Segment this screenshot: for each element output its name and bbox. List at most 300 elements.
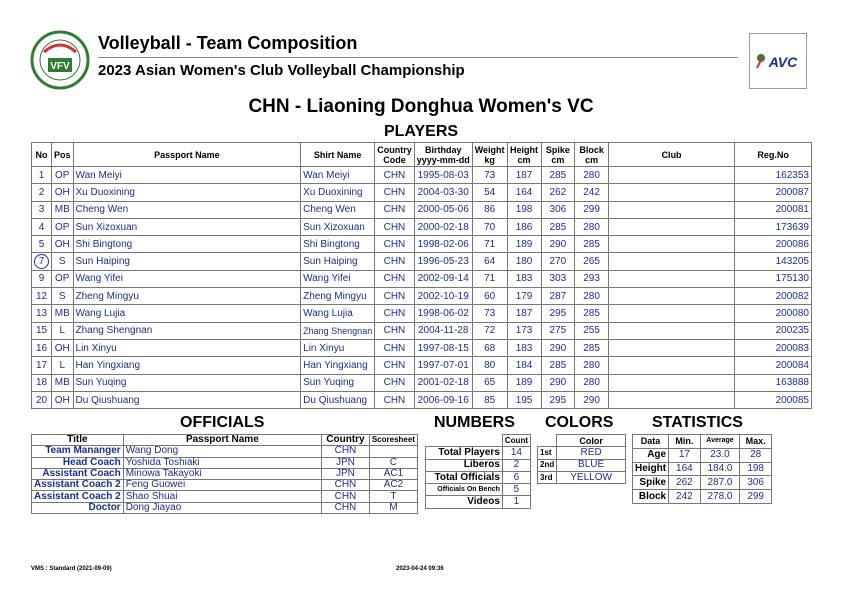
official-title: Assistant Coach (32, 468, 124, 479)
player-number: 1 (32, 167, 52, 184)
stat-average: 278.0 (700, 490, 740, 504)
player-country: CHN (375, 236, 415, 253)
header-birthday (414, 143, 472, 167)
player-number: 13 (32, 305, 52, 322)
player-club (608, 305, 734, 322)
player-passport-name: Xu Duoxining (73, 184, 301, 201)
player-spike: 287 (541, 288, 575, 305)
officials-header-passport: Passport Name (123, 435, 321, 446)
player-height: 189 (507, 236, 541, 253)
stat-average: 23.0 (700, 448, 740, 462)
player-birthday: 1995-08-03 (414, 167, 472, 184)
player-birthday: 1998-06-02 (414, 305, 472, 322)
players-title: PLAYERS (383, 123, 459, 140)
player-shirt-name: Sun Haiping (301, 253, 375, 270)
header-shirt-name: Shirt Name (301, 143, 375, 167)
official-scoresheet: T (369, 491, 417, 502)
color-row (538, 471, 626, 483)
player-row (32, 288, 812, 305)
official-scoresheet: M (369, 502, 417, 513)
numbers-header-count: Count (502, 435, 530, 447)
player-block: 280 (575, 218, 609, 235)
player-number: 5 (32, 236, 52, 253)
statistics-row (633, 448, 772, 462)
player-reg-no: 200086 (735, 236, 812, 253)
player-shirt-name: Xu Duoxining (301, 184, 375, 201)
player-row (32, 201, 812, 218)
official-country: CHN (322, 446, 370, 457)
color-value: BLUE (557, 459, 626, 471)
player-position: MB (52, 305, 74, 322)
player-spike: 295 (541, 305, 575, 322)
championship-subtitle: 2023 Asian Women's Club Volleyball Championship (98, 62, 465, 79)
player-reg-no: 200085 (735, 391, 812, 408)
player-position: MB (52, 374, 74, 391)
player-spike: 303 (541, 270, 575, 287)
header-reg-no: Reg.No (735, 143, 812, 167)
player-birthday: 2002-09-14 (414, 270, 472, 287)
official-row (32, 468, 418, 479)
official-row (32, 457, 418, 468)
player-row (32, 374, 812, 391)
player-spike: 290 (541, 236, 575, 253)
stats-header-max: Max. (740, 435, 772, 449)
statistics-row (633, 462, 772, 476)
player-weight: 70 (472, 218, 507, 235)
numbers-count: 14 (502, 447, 530, 459)
player-shirt-name: Wan Meiyi (301, 167, 375, 184)
stat-min: 242 (669, 490, 701, 504)
player-weight: 71 (472, 270, 507, 287)
player-spike: 285 (541, 218, 575, 235)
player-birthday: 2004-11-28 (414, 322, 472, 339)
stat-label: Height (633, 462, 669, 476)
player-shirt-name: Cheng Wen (301, 201, 375, 218)
player-height: 164 (507, 184, 541, 201)
player-country: CHN (375, 218, 415, 235)
stats-header-data: Data (633, 435, 669, 449)
player-number (32, 253, 52, 270)
official-title: Assistant Coach 2 (32, 480, 124, 491)
player-block: 290 (575, 391, 609, 408)
player-spike: 290 (541, 374, 575, 391)
colors-title: COLORS (545, 414, 614, 431)
numbers-label: Officials On Bench (426, 484, 503, 496)
numbers-table (425, 434, 531, 509)
player-number: 15 (32, 322, 52, 339)
header-club: Club (608, 143, 734, 167)
player-club (608, 218, 734, 235)
player-position: OP (52, 167, 74, 184)
player-reg-no: 163888 (735, 374, 812, 391)
color-order: 2nd (538, 459, 557, 471)
player-number: 18 (32, 374, 52, 391)
player-row (32, 236, 812, 253)
player-height: 173 (507, 322, 541, 339)
player-country: CHN (375, 339, 415, 356)
player-spike: 275 (541, 322, 575, 339)
player-reg-no: 173639 (735, 218, 812, 235)
official-row (32, 480, 418, 491)
header-block-line2: cm (585, 154, 599, 165)
player-position: S (52, 288, 74, 305)
player-number: 4 (32, 218, 52, 235)
numbers-row (426, 496, 531, 508)
player-row (32, 184, 812, 201)
player-spike: 295 (541, 391, 575, 408)
player-country: CHN (375, 322, 415, 339)
player-block: 299 (575, 201, 609, 218)
player-weight: 60 (472, 288, 507, 305)
player-reg-no: 200087 (735, 184, 812, 201)
player-weight: 65 (472, 374, 507, 391)
header-divider (98, 57, 738, 58)
player-country: CHN (375, 288, 415, 305)
player-reg-no: 200082 (735, 288, 812, 305)
header-block-line1: Block (579, 144, 604, 155)
player-reg-no: 200235 (735, 322, 812, 339)
header-birthday-line2: yyyy-mm-dd (416, 154, 470, 165)
player-country: CHN (375, 184, 415, 201)
player-number: 20 (32, 391, 52, 408)
player-block: 255 (575, 322, 609, 339)
header-weight (472, 143, 507, 167)
official-country: CHN (322, 480, 370, 491)
player-spike: 285 (541, 167, 575, 184)
player-shirt-name: Shi Bingtong (301, 236, 375, 253)
stat-max: 306 (740, 476, 772, 490)
player-weight: 71 (472, 236, 507, 253)
player-number: 2 (32, 184, 52, 201)
footer-version: VMS : Standard (2021-09-09) (31, 566, 112, 572)
player-passport-name: Wang Lujia (73, 305, 301, 322)
player-height: 186 (507, 218, 541, 235)
player-block: 293 (575, 270, 609, 287)
player-club (608, 201, 734, 218)
header-height-line1: Height (510, 144, 539, 155)
stat-min: 262 (669, 476, 701, 490)
stats-header-min: Min. (669, 435, 701, 449)
player-birthday: 2004-03-30 (414, 184, 472, 201)
player-club (608, 374, 734, 391)
header-spike-line1: Spike (545, 144, 570, 155)
color-order: 1st (538, 447, 557, 459)
numbers-row (426, 471, 531, 483)
player-block: 280 (575, 288, 609, 305)
numbers-count: 5 (502, 484, 530, 496)
player-club (608, 322, 734, 339)
player-position: OH (52, 339, 74, 356)
player-country: CHN (375, 305, 415, 322)
header-spike (541, 143, 575, 167)
color-order: 3rd (538, 471, 557, 483)
color-row (538, 447, 626, 459)
player-position: S (52, 253, 74, 270)
player-position: OP (52, 270, 74, 287)
players-table (31, 142, 812, 409)
player-block: 285 (575, 339, 609, 356)
player-row (32, 391, 812, 408)
player-spike: 262 (541, 184, 575, 201)
stat-average: 287.0 (700, 476, 740, 490)
player-passport-name: Wang Yifei (73, 270, 301, 287)
official-country: CHN (322, 502, 370, 513)
official-country: JPN (322, 457, 370, 468)
stat-label: Age (633, 448, 669, 462)
player-position: OP (52, 218, 74, 235)
vfv-logo-icon (30, 30, 90, 90)
player-height: 187 (507, 305, 541, 322)
player-shirt-name: Han Yingxiang (301, 357, 375, 374)
official-title: Team Mananger (32, 446, 124, 457)
numbers-label: Videos (426, 496, 503, 508)
color-row (538, 459, 626, 471)
player-country: CHN (375, 201, 415, 218)
player-shirt-name: Zhang Shengnan (301, 322, 375, 339)
player-birthday: 2002-10-19 (414, 288, 472, 305)
officials-header-scoresheet: Scoresheet (369, 435, 417, 446)
player-reg-no: 175130 (735, 270, 812, 287)
player-number: 12 (32, 288, 52, 305)
header-pos: Pos (52, 143, 74, 167)
player-shirt-name: Sun Yuqing (301, 374, 375, 391)
player-reg-no: 143205 (735, 253, 812, 270)
player-birthday: 2000-02-18 (414, 218, 472, 235)
player-block: 280 (575, 374, 609, 391)
header-weight-line2: kg (484, 154, 495, 165)
player-club (608, 253, 734, 270)
player-passport-name: Lin Xinyu (73, 339, 301, 356)
player-club (608, 270, 734, 287)
player-position: MB (52, 201, 74, 218)
player-height: 187 (507, 167, 541, 184)
colors-header-row (538, 435, 626, 447)
player-spike: 306 (541, 201, 575, 218)
header-country-line2: Code (383, 154, 406, 165)
official-passport-name: Feng Guowei (123, 480, 321, 491)
official-scoresheet: AC1 (369, 468, 417, 479)
player-shirt-name: Wang Lujia (301, 305, 375, 322)
header-country-line1: Country (377, 144, 412, 155)
player-birthday: 1997-07-01 (414, 357, 472, 374)
color-value: RED (557, 447, 626, 459)
official-title: Doctor (32, 502, 124, 513)
color-value: YELLOW (557, 471, 626, 483)
player-birthday: 1998-02-06 (414, 236, 472, 253)
official-scoresheet: AC2 (369, 480, 417, 491)
numbers-row (426, 459, 531, 471)
player-weight: 86 (472, 201, 507, 218)
official-row (32, 491, 418, 502)
stat-min: 164 (669, 462, 701, 476)
player-number: 16 (32, 339, 52, 356)
header-passport-name: Passport Name (73, 143, 301, 167)
player-position: OH (52, 391, 74, 408)
official-country: CHN (322, 491, 370, 502)
player-row (32, 270, 812, 287)
player-weight: 72 (472, 322, 507, 339)
statistics-table (632, 434, 772, 504)
statistics-title: STATISTICS (652, 414, 743, 431)
player-passport-name: Zheng Mingyu (73, 288, 301, 305)
official-passport-name: Yoshida Toshiaki (123, 457, 321, 468)
player-reg-no: 162353 (735, 167, 812, 184)
player-height: 183 (507, 339, 541, 356)
numbers-count: 2 (502, 459, 530, 471)
numbers-count: 1 (502, 496, 530, 508)
players-header-row (32, 143, 812, 167)
player-club (608, 339, 734, 356)
player-country: CHN (375, 357, 415, 374)
player-birthday: 1996-05-23 (414, 253, 472, 270)
svg-text:AVC: AVC (768, 54, 798, 70)
officials-header-title: Title (32, 435, 124, 446)
official-passport-name: Wang Dong (123, 446, 321, 457)
player-birthday: 2000-05-06 (414, 201, 472, 218)
document-title: Volleyball - Team Composition (98, 33, 358, 53)
player-height: 195 (507, 391, 541, 408)
player-country: CHN (375, 391, 415, 408)
official-title: Assistant Coach 2 (32, 491, 124, 502)
officials-header-country: Country (322, 435, 370, 446)
header-height (507, 143, 541, 167)
player-row (32, 253, 812, 270)
stats-header-average: Average (700, 435, 740, 449)
officials-table (31, 434, 418, 514)
numbers-label: Total Players (426, 447, 503, 459)
player-birthday: 2006-09-16 (414, 391, 472, 408)
player-height: 198 (507, 201, 541, 218)
statistics-header-row (633, 435, 772, 449)
numbers-label: Total Officials (426, 471, 503, 483)
player-block: 285 (575, 236, 609, 253)
numbers-row (426, 447, 531, 459)
captain-number-circle: 7 (34, 254, 49, 269)
player-weight: 85 (472, 391, 507, 408)
colors-header-empty (538, 435, 557, 447)
player-reg-no: 200081 (735, 201, 812, 218)
header-block (575, 143, 609, 167)
player-shirt-name: Sun Xizoxuan (301, 218, 375, 235)
player-height: 189 (507, 374, 541, 391)
player-block: 280 (575, 167, 609, 184)
team-name: CHN - Liaoning Donghua Women's VC (248, 96, 594, 117)
player-shirt-name: Wang Yifei (301, 270, 375, 287)
official-scoresheet (369, 446, 417, 457)
player-club (608, 391, 734, 408)
player-spike: 285 (541, 357, 575, 374)
player-row (32, 305, 812, 322)
player-club (608, 184, 734, 201)
player-number: 3 (32, 201, 52, 218)
player-weight: 80 (472, 357, 507, 374)
player-passport-name: Du Qiushuang (73, 391, 301, 408)
player-number: 9 (32, 270, 52, 287)
player-passport-name: Han Yingxiang (73, 357, 301, 374)
player-height: 180 (507, 253, 541, 270)
player-spike: 290 (541, 339, 575, 356)
player-country: CHN (375, 253, 415, 270)
player-spike: 270 (541, 253, 575, 270)
avc-logo (749, 33, 807, 89)
stat-min: 17 (669, 448, 701, 462)
header-birthday-line1: Birthday (424, 144, 462, 155)
player-block: 265 (575, 253, 609, 270)
colors-header-color: Color (557, 435, 626, 447)
header-height-line2: cm (517, 154, 531, 165)
header-no: No (32, 143, 52, 167)
player-position: OH (52, 184, 74, 201)
stat-label: Spike (633, 476, 669, 490)
official-title: Head Coach (32, 457, 124, 468)
officials-header-row (32, 435, 418, 446)
player-passport-name: Sun Haiping (73, 253, 301, 270)
avc-logo-icon (753, 46, 803, 76)
player-passport-name: Sun Xizoxuan (73, 218, 301, 235)
statistics-row (633, 490, 772, 504)
player-reg-no: 200084 (735, 357, 812, 374)
player-block: 285 (575, 305, 609, 322)
player-club (608, 288, 734, 305)
player-weight: 68 (472, 339, 507, 356)
footer-timestamp: 2023-04-24 09:36 (396, 566, 444, 572)
numbers-header-row (426, 435, 531, 447)
officials-title: OFFICIALS (180, 414, 265, 431)
player-height: 179 (507, 288, 541, 305)
player-position: OH (52, 236, 74, 253)
player-country: CHN (375, 374, 415, 391)
player-weight: 54 (472, 184, 507, 201)
player-weight: 73 (472, 305, 507, 322)
statistics-row (633, 476, 772, 490)
player-block: 280 (575, 357, 609, 374)
player-club (608, 357, 734, 374)
player-birthday: 1997-08-15 (414, 339, 472, 356)
player-passport-name: Shi Bingtong (73, 236, 301, 253)
player-position: L (52, 357, 74, 374)
player-country: CHN (375, 167, 415, 184)
vfv-logo (30, 30, 90, 90)
official-passport-name: Minowa Takayoki (123, 468, 321, 479)
official-passport-name: Dong Jiayao (123, 502, 321, 513)
stat-max: 198 (740, 462, 772, 476)
player-passport-name: Wan Meiyi (73, 167, 301, 184)
player-passport-name: Cheng Wen (73, 201, 301, 218)
player-position: L (52, 322, 74, 339)
player-passport-name: Sun Yuqing (73, 374, 301, 391)
player-height: 184 (507, 357, 541, 374)
player-weight: 73 (472, 167, 507, 184)
stat-max: 28 (740, 448, 772, 462)
numbers-label: Liberos (426, 459, 503, 471)
player-club (608, 236, 734, 253)
numbers-title: NUMBERS (434, 414, 515, 431)
numbers-count: 6 (502, 471, 530, 483)
player-club (608, 167, 734, 184)
official-row (32, 446, 418, 457)
player-shirt-name: Du Qiushuang (301, 391, 375, 408)
player-row (32, 339, 812, 356)
official-passport-name: Shao Shuai (123, 491, 321, 502)
stat-max: 299 (740, 490, 772, 504)
player-row (32, 218, 812, 235)
player-shirt-name: Lin Xinyu (301, 339, 375, 356)
player-number: 17 (32, 357, 52, 374)
player-row (32, 322, 812, 339)
official-country: JPN (322, 468, 370, 479)
svg-text:VFV: VFV (50, 61, 70, 72)
header-country-code (375, 143, 415, 167)
